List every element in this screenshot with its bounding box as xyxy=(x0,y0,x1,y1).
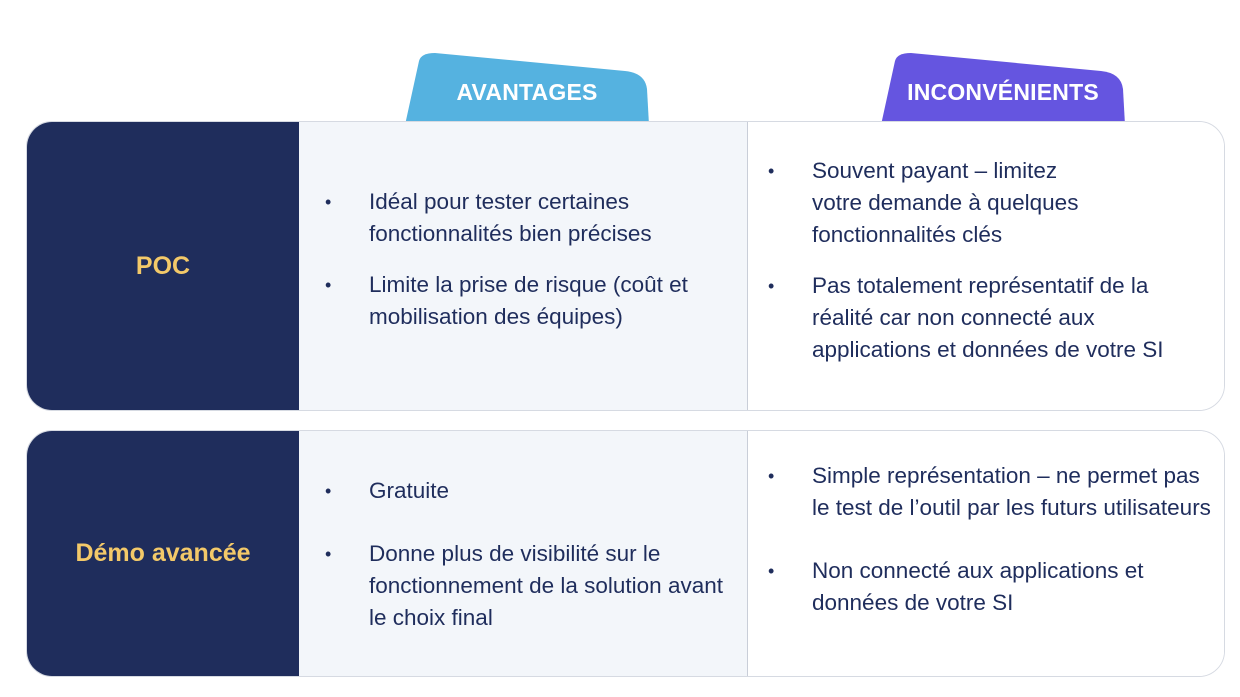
list-item: • Souvent payant – limitez votre demande à quelques fonctionnalités clés xyxy=(748,155,1224,251)
disadvantages-list xyxy=(748,460,1224,619)
row-label: Démo avancée xyxy=(75,539,251,567)
list-item: • Idéal pour tester certaines fonctionnalités bien précises xyxy=(299,186,747,250)
advantages-cell xyxy=(299,122,748,410)
comparison-row-poc xyxy=(26,121,1225,411)
list-item: • Limite la prise de risque (coût et mobilisation des équipes) xyxy=(299,269,747,333)
list-item: • Gratuite xyxy=(299,475,747,507)
advantages-cell xyxy=(299,431,748,676)
row-label-cell xyxy=(27,431,299,676)
list-item: • Pas totalement représentatif de la réalité car non connecté aux applications et données de votre SI xyxy=(748,270,1224,366)
list-item: • Donne plus de visibilité sur le fonctionnement de la solution avant le choix final xyxy=(299,538,747,634)
row-label: POC xyxy=(135,251,191,280)
list-item: • Non connecté aux applications et données de votre SI xyxy=(748,555,1224,619)
advantages-list xyxy=(299,186,747,333)
disadvantages-list xyxy=(748,155,1224,366)
disadvantages-header-label: INCONVÉNIENTS xyxy=(907,79,1099,105)
disadvantages-cell xyxy=(748,122,1224,410)
disadvantages-header-tab xyxy=(881,53,1125,125)
advantages-header-label: AVANTAGES xyxy=(456,79,598,105)
list-item: • Simple représentation – ne permet pas le test de l’outil par les futurs utilisateurs xyxy=(748,460,1224,524)
disadvantages-cell xyxy=(748,431,1224,676)
advantages-header-tab xyxy=(405,53,649,125)
comparison-row-demo xyxy=(26,430,1225,677)
row-label-cell xyxy=(27,122,299,410)
advantages-list xyxy=(299,475,747,634)
